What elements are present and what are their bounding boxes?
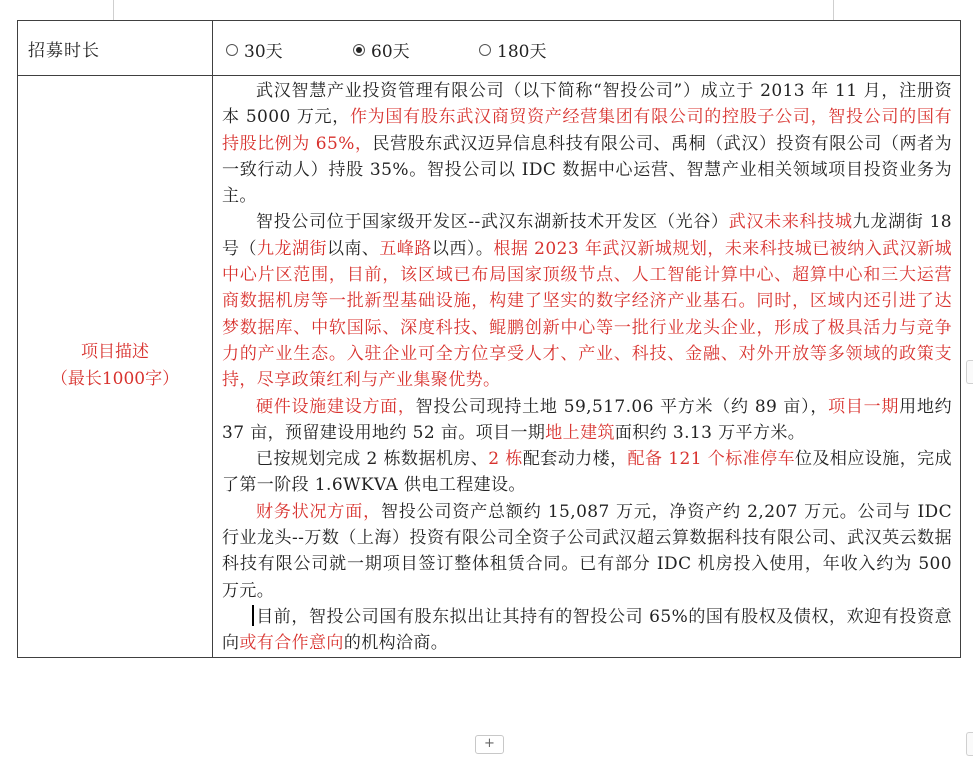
highlighted-text: 九龙湖街 — [256, 238, 327, 259]
side-handle[interactable] — [966, 360, 973, 384]
highlighted-text: 根据 2023 年武汉新城规划，未来科技城已被纳入武汉新城中心片区范围，目前，该区域已布局国家顶级节点、人工智能计算中心、超算中心和三大运营商数据机房等一批新型基础设施，构建了坚实的数字经济产业基石。同时，区域内还引进了达梦数据库、中软国际、深度科技、鲲鹏创新中心等一批行业龙头企业，形成了极具活力与竞争力的产业生态。入驻企业可全方位享受人才、产业、科技、金融、对外开放等多领域的政策支持，尽享政策红利与产业集聚优势。 — [222, 238, 953, 391]
description-text-cell[interactable] — [213, 76, 961, 658]
description-label-title: 项目描述 — [81, 342, 149, 363]
document-top-edge — [0, 0, 973, 20]
description-paragraph — [222, 604, 952, 657]
duration-option-60[interactable] — [353, 37, 410, 62]
body-text: 的机构洽商。 — [343, 633, 449, 654]
radio-icon[interactable] — [479, 44, 491, 56]
description-paragraph — [222, 499, 952, 604]
radio-selected-icon[interactable] — [353, 44, 365, 56]
duration-option-label: 180天 — [497, 42, 547, 62]
highlighted-text: 硬件设施建设方面， — [256, 396, 416, 417]
add-row-button[interactable]: + — [475, 735, 504, 754]
description-body[interactable] — [222, 78, 952, 657]
ruler-mark — [833, 0, 834, 20]
description-label-limit: （最长1000字） — [50, 369, 180, 390]
description-paragraph — [222, 446, 952, 499]
highlighted-text: 财务状况方面， — [256, 501, 381, 522]
body-text: 位及相应设施，完成了第一阶段 1.6WKVA 供电工程建设。 — [222, 449, 953, 496]
body-text: 面积约 3.13 万平方米。 — [614, 422, 806, 443]
body-text: 目前，智投公司国有股东拟出让其持有的智投公司 65%的国有股权及债权，欢迎有投资意向 — [222, 606, 952, 654]
duration-option-180[interactable] — [479, 37, 546, 62]
body-text: 智投公司位于国家级开发区--武汉东湖新技术开发区（光谷） — [256, 212, 729, 233]
body-text: 用地约 37 亩，预留建设用地约 52 亩。项目一期 — [222, 396, 952, 443]
highlighted-text: 地上建筑 — [545, 422, 615, 443]
description-paragraph — [222, 394, 952, 447]
body-text: 九龙湖街 18 号（ — [222, 212, 953, 259]
duration-options — [213, 21, 961, 76]
body-text: 民营股东武汉迈异信息科技有限公司、禹桐（武汉）投资有限公司（两者为一致行动人）持股 35%。智投公司以 IDC 数据中心运营、智慧产业相关领域项目投资业务为主。 — [222, 133, 952, 207]
duration-row — [18, 21, 961, 76]
radio-icon[interactable] — [226, 44, 238, 56]
text-cursor — [252, 605, 254, 626]
body-text: 武汉智慧产业投资管理有限公司（以下简称“智投公司”）成立于 2013 年 11 月，注册资本 5000 万元， — [222, 81, 952, 128]
body-text: 已按规划完成 2 栋数据机房、 — [256, 449, 489, 470]
form-table — [17, 20, 961, 658]
highlighted-text: 2 栋 — [488, 449, 523, 470]
body-text: 配套动力楼， — [522, 449, 628, 470]
description-paragraph — [222, 209, 952, 393]
highlighted-text: 五峰路 — [379, 238, 432, 259]
duration-option-label: 30天 — [244, 42, 283, 62]
body-text: 以南、 — [326, 238, 380, 259]
body-text: 以西）。 — [431, 238, 494, 259]
description-row — [18, 76, 961, 658]
duration-label: 招募时长 — [18, 21, 213, 76]
highlighted-text: 作为国有股东武汉商贸资产经营集团有限公司的控股子公司，智投公司的国有持股比例为 65%， — [222, 107, 952, 154]
highlighted-text: 武汉未来科技城 — [728, 212, 853, 233]
highlighted-text: 项目一期 — [828, 396, 900, 417]
highlighted-text: 配备 121 个标准停车 — [627, 449, 796, 470]
body-text: 智投公司资产总额约 15,087 万元，净资产约 2,207 万元。公司与 IDC 行业龙头--万数（上海）投资有限公司全资子公司武汉超云算数据科技有限公司、武汉英云数据科技有限公司就一期项目签订整体租赁合同。已有部分 IDC 机房投入使用，年收入约为 500 万元。 — [222, 501, 952, 601]
ruler-mark — [113, 0, 114, 20]
duration-option-30[interactable] — [226, 37, 283, 62]
duration-option-label: 60天 — [371, 42, 410, 62]
side-handle[interactable] — [966, 732, 973, 756]
highlighted-text: 或有合作意向 — [239, 633, 344, 654]
body-text: 智投公司现持土地 59,517.06 平方米（约 89 亩）， — [415, 396, 829, 417]
description-paragraph — [222, 78, 952, 209]
description-label — [18, 76, 213, 658]
